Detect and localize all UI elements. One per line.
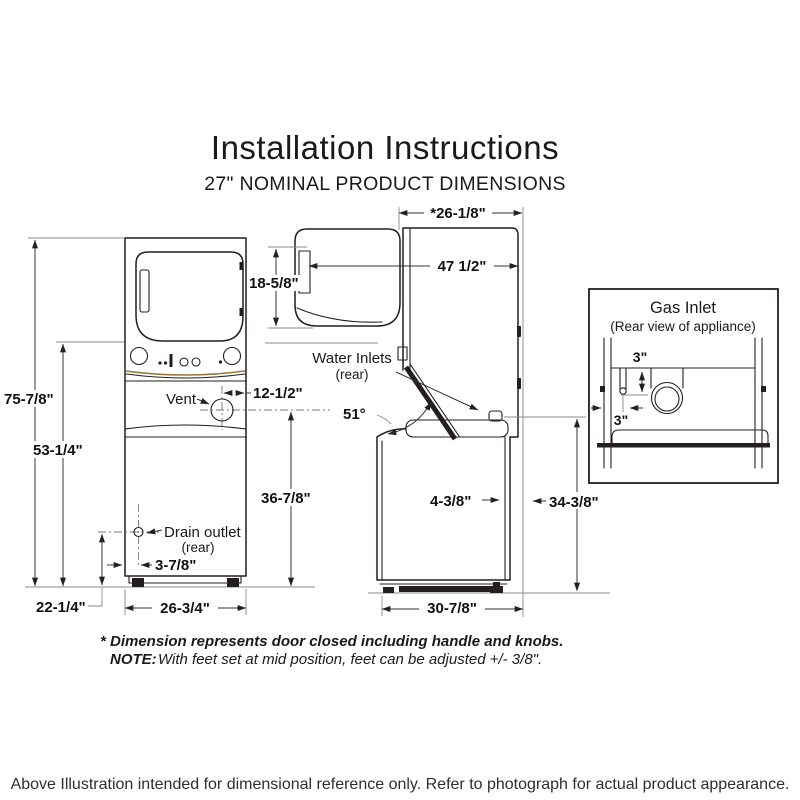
notes-block: [11, 633, 790, 793]
panel-button: [180, 358, 188, 366]
dim-drain-height: 22-1/4": [36, 599, 86, 616]
panel-dot: [158, 361, 161, 364]
page-title: Installation Instructions: [210, 129, 560, 166]
panel-button: [192, 358, 200, 366]
note-dimension: * Dimension represents door closed including handle and knobs.: [100, 633, 564, 650]
washer-base-bar: [399, 586, 491, 592]
leader-elbow: [88, 588, 102, 606]
panel-lever: [170, 354, 173, 367]
drain-leader: [147, 530, 162, 533]
gas-inlet-subtitle: (Rear view of appliance): [610, 319, 756, 334]
rail-tab-left: [600, 386, 605, 392]
door-hinge-bottom: [240, 308, 244, 316]
dim-gas-vertical: 3": [632, 349, 648, 365]
header: [204, 129, 566, 195]
washer-right-foot: [490, 586, 503, 593]
dim-washer-top-height: 53-1/4": [33, 442, 83, 459]
dim-overall-height: 75-7/8": [4, 391, 54, 408]
gas-inlet-inset: [589, 289, 778, 483]
dim-vent-offset: 12-1/2": [253, 385, 303, 402]
door-hinge-top: [240, 262, 244, 270]
washer-lid-open-edge: [410, 364, 459, 436]
knob-left: [131, 348, 148, 365]
front-view-dimensions: [2, 238, 321, 617]
panel-dot: [164, 361, 167, 364]
footer-disclaimer: Above Illustration intended for dimensional reference only. Refer to photograph for actual product appearance.: [10, 776, 790, 793]
dim-washer-height: 34-3/8": [549, 494, 599, 511]
drain-label-sub: (rear): [181, 540, 215, 555]
lid-angle-label: 51°: [343, 406, 366, 423]
water-inlets-label: Water Inlets: [312, 350, 392, 367]
rail-tab-right: [761, 386, 766, 392]
dim-gas-offset: 4-3/8": [430, 493, 472, 510]
door-bottom-detail: [297, 308, 382, 322]
dim-gas-horizontal: 3": [613, 412, 629, 428]
knob-right: [224, 348, 241, 365]
dim-depth: *26-1/8": [430, 205, 486, 222]
water-inlets-sub: (rear): [335, 367, 369, 382]
panel-dot: [219, 360, 222, 363]
ext-line: [265, 247, 378, 343]
washer-left-foot: [383, 587, 394, 593]
dim-base-depth: 30-7/8": [427, 600, 477, 617]
dryer-door-front: [136, 252, 243, 341]
vent-label: Vent: [165, 391, 196, 408]
gas-inlet-title: Gas Inlet: [649, 299, 717, 317]
dim-vent-height: 36-7/8": [261, 490, 311, 507]
rear-hinge-bottom: [517, 378, 521, 389]
panel-accent-line: [126, 371, 245, 375]
drain-label: Drain outlet: [164, 524, 241, 541]
front-left-foot: [132, 578, 144, 587]
dim-drain-offset: 3-7/8": [155, 557, 197, 574]
front-right-foot: [227, 578, 239, 587]
note-feet-text: With feet set at mid position, feet can be adjusted +/- 3/8".: [158, 651, 543, 668]
water-inlet-cover: [406, 420, 508, 437]
washer-top-curve: [125, 425, 246, 429]
side-view-dimensions: [247, 204, 614, 617]
dryer-door-open-side: [295, 229, 400, 326]
front-base: [129, 576, 241, 583]
dim-width: 26-3/4": [160, 600, 210, 617]
vent-leader: [197, 399, 209, 404]
note-feet-label: NOTE:: [110, 651, 157, 668]
dryer-door-handle: [140, 270, 149, 312]
page-subtitle: 27" NOMINAL PRODUCT DIMENSIONS: [204, 173, 566, 195]
dim-door-height: 18-5/8": [249, 275, 299, 292]
rear-hinge-top: [517, 326, 521, 337]
lid-angle-leader: [377, 415, 391, 424]
base-bar: [597, 443, 770, 448]
dim-depth-door-open: 47 1/2": [437, 258, 487, 275]
